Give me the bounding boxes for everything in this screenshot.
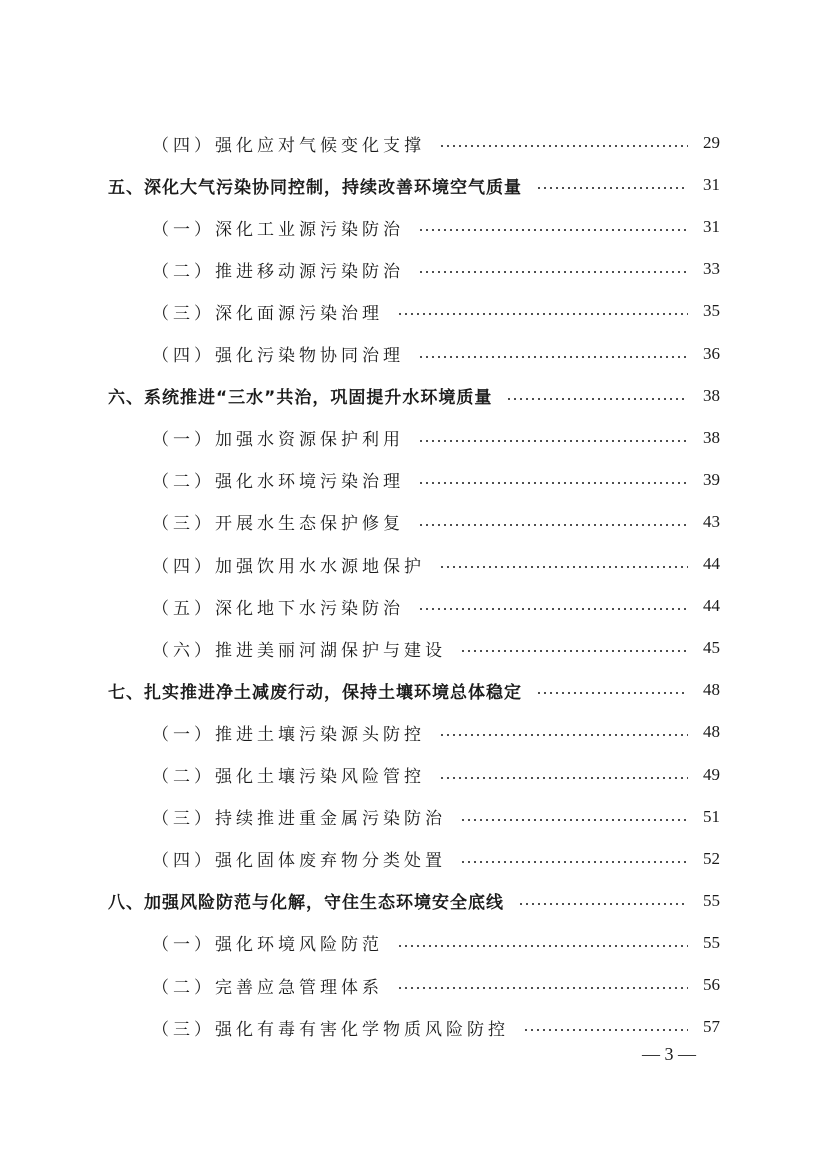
toc-entry-page: 35	[703, 301, 720, 321]
toc-entry-title: 六、系统推进“三水”共治，巩固提升水环境质量	[108, 388, 493, 409]
toc-entry-page: 31	[703, 175, 720, 195]
dot-leader	[397, 945, 688, 947]
toc-entry-title: （四）强化污染物协同治理	[152, 346, 404, 366]
toc-entry-title: （一）深化工业源污染防治	[152, 219, 404, 240]
dot-leader	[418, 608, 688, 610]
dot-leader	[536, 692, 688, 694]
toc-entry-page: 48	[703, 722, 720, 742]
toc-entry-title: （二）完善应急管理体系	[152, 977, 383, 998]
toc-entry-title: （二）推进移动源污染防治	[152, 261, 404, 282]
toc-subsection-entry[interactable]	[152, 296, 720, 326]
toc-entry-page: 31	[703, 217, 720, 237]
dot-leader	[523, 1029, 688, 1031]
dot-leader	[397, 313, 688, 315]
dot-leader	[418, 356, 688, 358]
dot-leader	[418, 524, 688, 526]
toc-entry-page: 38	[703, 385, 720, 405]
toc-subsection-entry[interactable]	[152, 465, 720, 495]
dot-leader	[506, 398, 688, 400]
dot-leader	[418, 271, 688, 273]
toc-entry-page: 44	[703, 596, 720, 616]
toc-entry-title: （三）持续推进重金属污染防治	[152, 809, 446, 830]
toc-entry-page: 38	[703, 427, 720, 447]
toc-entry-title: 七、扎实推进净土减废行动，保持土壤环境总体稳定	[108, 682, 522, 703]
toc-subsection-entry[interactable]	[152, 339, 720, 369]
dot-leader	[418, 440, 688, 442]
toc-entry-title: （二）强化土壤污染风险管控	[152, 767, 425, 787]
dot-leader	[460, 861, 688, 863]
toc-subsection-entry[interactable]	[152, 423, 720, 453]
dot-leader	[518, 903, 688, 905]
toc-entry-title: （三）强化有毒有害化学物质风险防控	[152, 1019, 509, 1040]
toc-subsection-entry[interactable]	[152, 549, 720, 579]
toc-section-entry[interactable]	[108, 170, 720, 200]
toc-entry-page: 36	[703, 343, 720, 363]
toc-entry-title: （三）开展水生态保护修复	[152, 514, 404, 535]
dot-leader	[418, 229, 688, 231]
toc-subsection-entry[interactable]	[152, 928, 720, 958]
toc-entry-title: （一）强化环境风险防范	[152, 935, 383, 956]
toc-entry-title: （四）强化固体废弃物分类处置	[152, 851, 446, 872]
toc-subsection-entry[interactable]	[152, 802, 720, 832]
toc-section-entry[interactable]	[108, 381, 720, 411]
dot-leader	[439, 777, 688, 779]
toc-entry-page: 44	[703, 554, 720, 573]
toc-entry-title: （六）推进美丽河湖保护与建设	[152, 640, 446, 661]
toc-subsection-entry[interactable]	[152, 1012, 720, 1042]
dot-leader	[439, 145, 688, 147]
toc-entry-page: 45	[703, 638, 720, 658]
dot-leader	[439, 566, 688, 568]
toc-entry-page: 51	[703, 806, 720, 826]
toc-subsection-entry[interactable]	[152, 760, 720, 790]
toc-subsection-entry[interactable]	[152, 970, 720, 1000]
page-number: — 3 —	[642, 1044, 696, 1064]
toc-entry-title: （四）强化应对气候变化支撑	[152, 135, 425, 156]
toc-entry-page: 55	[703, 890, 720, 910]
toc-entry-page: 43	[703, 511, 720, 531]
dot-leader	[397, 987, 688, 989]
toc-entry-title: 五、深化大气污染协同控制，持续改善环境空气质量	[108, 177, 522, 198]
dot-leader	[536, 187, 688, 189]
toc-section-entry[interactable]	[108, 675, 720, 705]
toc-entry-page: 55	[703, 932, 720, 952]
toc-entry-title: 八、加强风险防范与化解，守住生态环境安全底线	[108, 893, 504, 914]
dot-leader	[418, 482, 688, 484]
dot-leader	[460, 819, 688, 821]
toc-entry-page: 52	[703, 848, 720, 868]
toc-entry-title: （一）推进土壤污染源头防控	[152, 724, 425, 745]
toc-entry-page: 56	[703, 975, 720, 994]
toc-subsection-entry[interactable]	[152, 633, 720, 663]
toc-entry-page: 39	[703, 469, 720, 489]
toc-subsection-entry[interactable]	[152, 128, 720, 158]
toc-entry-title: （二）强化水环境污染治理	[152, 472, 404, 493]
toc-subsection-entry[interactable]	[152, 507, 720, 537]
dot-leader	[439, 734, 688, 736]
toc-entry-page: 57	[703, 1017, 720, 1037]
toc-subsection-entry[interactable]	[152, 254, 720, 284]
toc-entry-title: （四）加强饮用水水源地保护	[152, 556, 425, 577]
toc-entry-page: 33	[703, 259, 720, 279]
toc-subsection-entry[interactable]	[152, 591, 720, 621]
toc-entry-title: （三）深化面源污染治理	[152, 303, 383, 324]
toc-entry-page: 29	[703, 133, 720, 152]
toc-entry-page: 48	[703, 680, 720, 700]
toc-subsection-entry[interactable]	[152, 717, 720, 747]
toc-entry-page: 49	[703, 764, 720, 784]
toc-subsection-entry[interactable]	[152, 212, 720, 242]
toc-subsection-entry[interactable]	[152, 844, 720, 874]
dot-leader	[460, 650, 688, 652]
toc-entry-title: （五）深化地下水污染防治	[152, 598, 404, 619]
toc-section-entry[interactable]	[108, 886, 720, 916]
toc-entry-title: （一）加强水资源保护利用	[152, 430, 404, 451]
